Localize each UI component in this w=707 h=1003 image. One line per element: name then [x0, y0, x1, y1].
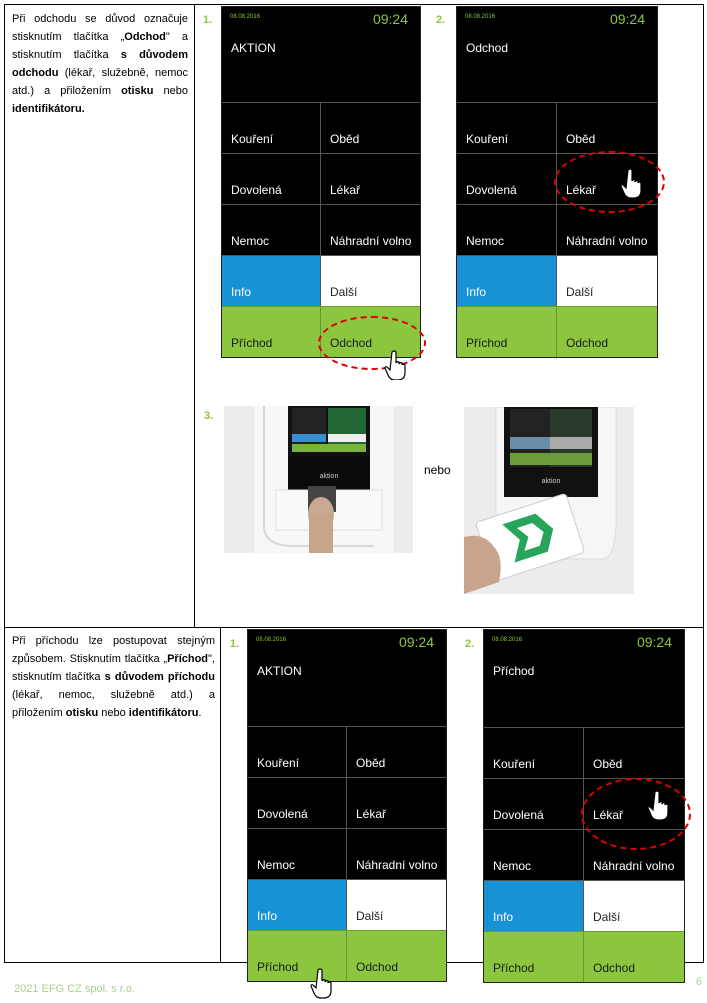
terminal-date: 08.08.2016 — [256, 637, 287, 643]
nebo-label: nebo — [424, 463, 451, 477]
terminal-button-grid — [457, 102, 657, 357]
column-divider-bottom — [220, 627, 221, 963]
svg-text:aktion: aktion — [541, 478, 561, 485]
terminal-time: 09:24 — [609, 11, 645, 27]
obed-button[interactable]: Oběd — [584, 727, 684, 778]
terminal-date: 08.08.2016 — [230, 14, 261, 20]
highlight-circle — [554, 151, 665, 213]
lekar-button[interactable]: Lékař — [584, 778, 684, 829]
odchod-button[interactable]: Odchod — [584, 931, 684, 982]
prichod-button[interactable]: Příchod — [457, 306, 557, 357]
odchod-button[interactable]: Odchod — [321, 306, 420, 357]
terminal-title: AKTION — [257, 664, 302, 678]
dalsi-button[interactable]: Další — [584, 880, 684, 931]
column-divider-top — [194, 4, 195, 628]
nemoc-button[interactable]: Nemoc — [222, 204, 321, 255]
nemoc-button[interactable]: Nemoc — [484, 829, 584, 880]
prichod-button[interactable]: Příchod — [248, 930, 347, 981]
obed-button[interactable]: Oběd — [347, 726, 446, 777]
terminal-title: Příchod — [493, 664, 535, 678]
odchod-button[interactable]: Odchod — [347, 930, 446, 981]
terminal-button-grid — [248, 726, 446, 981]
prichod-button[interactable]: Příchod — [222, 306, 321, 357]
dovolena-button[interactable]: Dovolená — [484, 778, 584, 829]
pointer-hand-icon — [310, 967, 334, 999]
odchod-button[interactable]: Odchod — [557, 306, 657, 357]
info-button[interactable]: Info — [484, 880, 584, 931]
card-photo — [464, 407, 634, 594]
pointer-hand-icon — [647, 790, 671, 820]
dalsi-button[interactable]: Další — [321, 255, 420, 306]
footer-company: 2021 EFG CZ spol. s r.o. — [14, 983, 136, 995]
info-button[interactable]: Info — [248, 879, 347, 930]
terminal-date: 08.08.2016 — [492, 637, 523, 643]
obed-button[interactable]: Oběd — [321, 102, 420, 153]
terminal-screen-main — [247, 629, 447, 982]
terminal-title: Odchod — [466, 41, 509, 55]
lekar-button[interactable]: Lékař — [321, 153, 420, 204]
terminal-date: 08.08.2016 — [465, 14, 496, 20]
highlight-circle — [581, 778, 691, 850]
section1-description: Při odchodu se důvod označuje stisknutím tlačítka „Odchod" a stisknutím tlačítka s důvodem odchodu (lékař, služebně, nemoc atd.) a přiložením otisku nebo identifikátoru. — [12, 13, 188, 115]
dovolena-button[interactable]: Dovolená — [222, 153, 321, 204]
step-number-1: 1. — [230, 638, 240, 650]
nahradni-volno-button[interactable]: Náhradní volno — [321, 204, 420, 255]
lekar-button[interactable]: Lékař — [557, 153, 657, 204]
koureni-button[interactable]: Kouření — [457, 102, 557, 153]
highlight-circle — [318, 316, 426, 370]
nahradni-volno-button[interactable]: Náhradní volno — [584, 829, 684, 880]
terminal-title: AKTION — [231, 41, 276, 55]
koureni-button[interactable]: Kouření — [248, 726, 347, 777]
step-number-2: 2. — [465, 638, 475, 650]
dalsi-button[interactable]: Další — [557, 255, 657, 306]
section2-description: Při příchodu lze postupovat stejným způsobem. Stisknutím tlačítka „Příchod", stisknutím tlačítka s důvodem příchodu (lékař, nemoc, služebně atd.) a přiložením otisku nebo identifikátoru. — [12, 635, 215, 719]
nahradni-volno-button[interactable]: Náhradní volno — [347, 828, 446, 879]
step-number-2: 2. — [436, 14, 446, 26]
step-number-3: 3. — [204, 410, 214, 422]
info-button[interactable]: Info — [222, 255, 321, 306]
terminal-button-grid — [484, 727, 684, 982]
nemoc-button[interactable]: Nemoc — [248, 828, 347, 879]
prichod-button[interactable]: Příchod — [484, 931, 584, 982]
step-number-1: 1. — [203, 14, 213, 26]
card-illustration — [464, 407, 634, 594]
fingerprint-illustration — [224, 406, 413, 553]
dovolena-button[interactable]: Dovolená — [248, 777, 347, 828]
fingerprint-photo — [224, 406, 413, 553]
koureni-button[interactable]: Kouření — [222, 102, 321, 153]
pointer-hand-icon — [384, 350, 408, 380]
row-divider — [4, 627, 704, 628]
svg-text:aktion: aktion — [319, 473, 339, 480]
dovolena-button[interactable]: Dovolená — [457, 153, 557, 204]
terminal-time: 09:24 — [398, 634, 434, 650]
terminal-screen-main — [221, 6, 421, 358]
nahradni-volno-button[interactable]: Náhradní volno — [557, 204, 657, 255]
terminal-time: 09:24 — [372, 11, 408, 27]
koureni-button[interactable]: Kouření — [484, 727, 584, 778]
info-button[interactable]: Info — [457, 255, 557, 306]
nemoc-button[interactable]: Nemoc — [457, 204, 557, 255]
dalsi-button[interactable]: Další — [347, 879, 446, 930]
pointer-hand-icon — [620, 168, 644, 198]
page-number: 6 — [695, 976, 702, 988]
terminal-time: 09:24 — [636, 634, 672, 650]
lekar-button[interactable]: Lékař — [347, 777, 446, 828]
obed-button[interactable]: Oběd — [557, 102, 657, 153]
